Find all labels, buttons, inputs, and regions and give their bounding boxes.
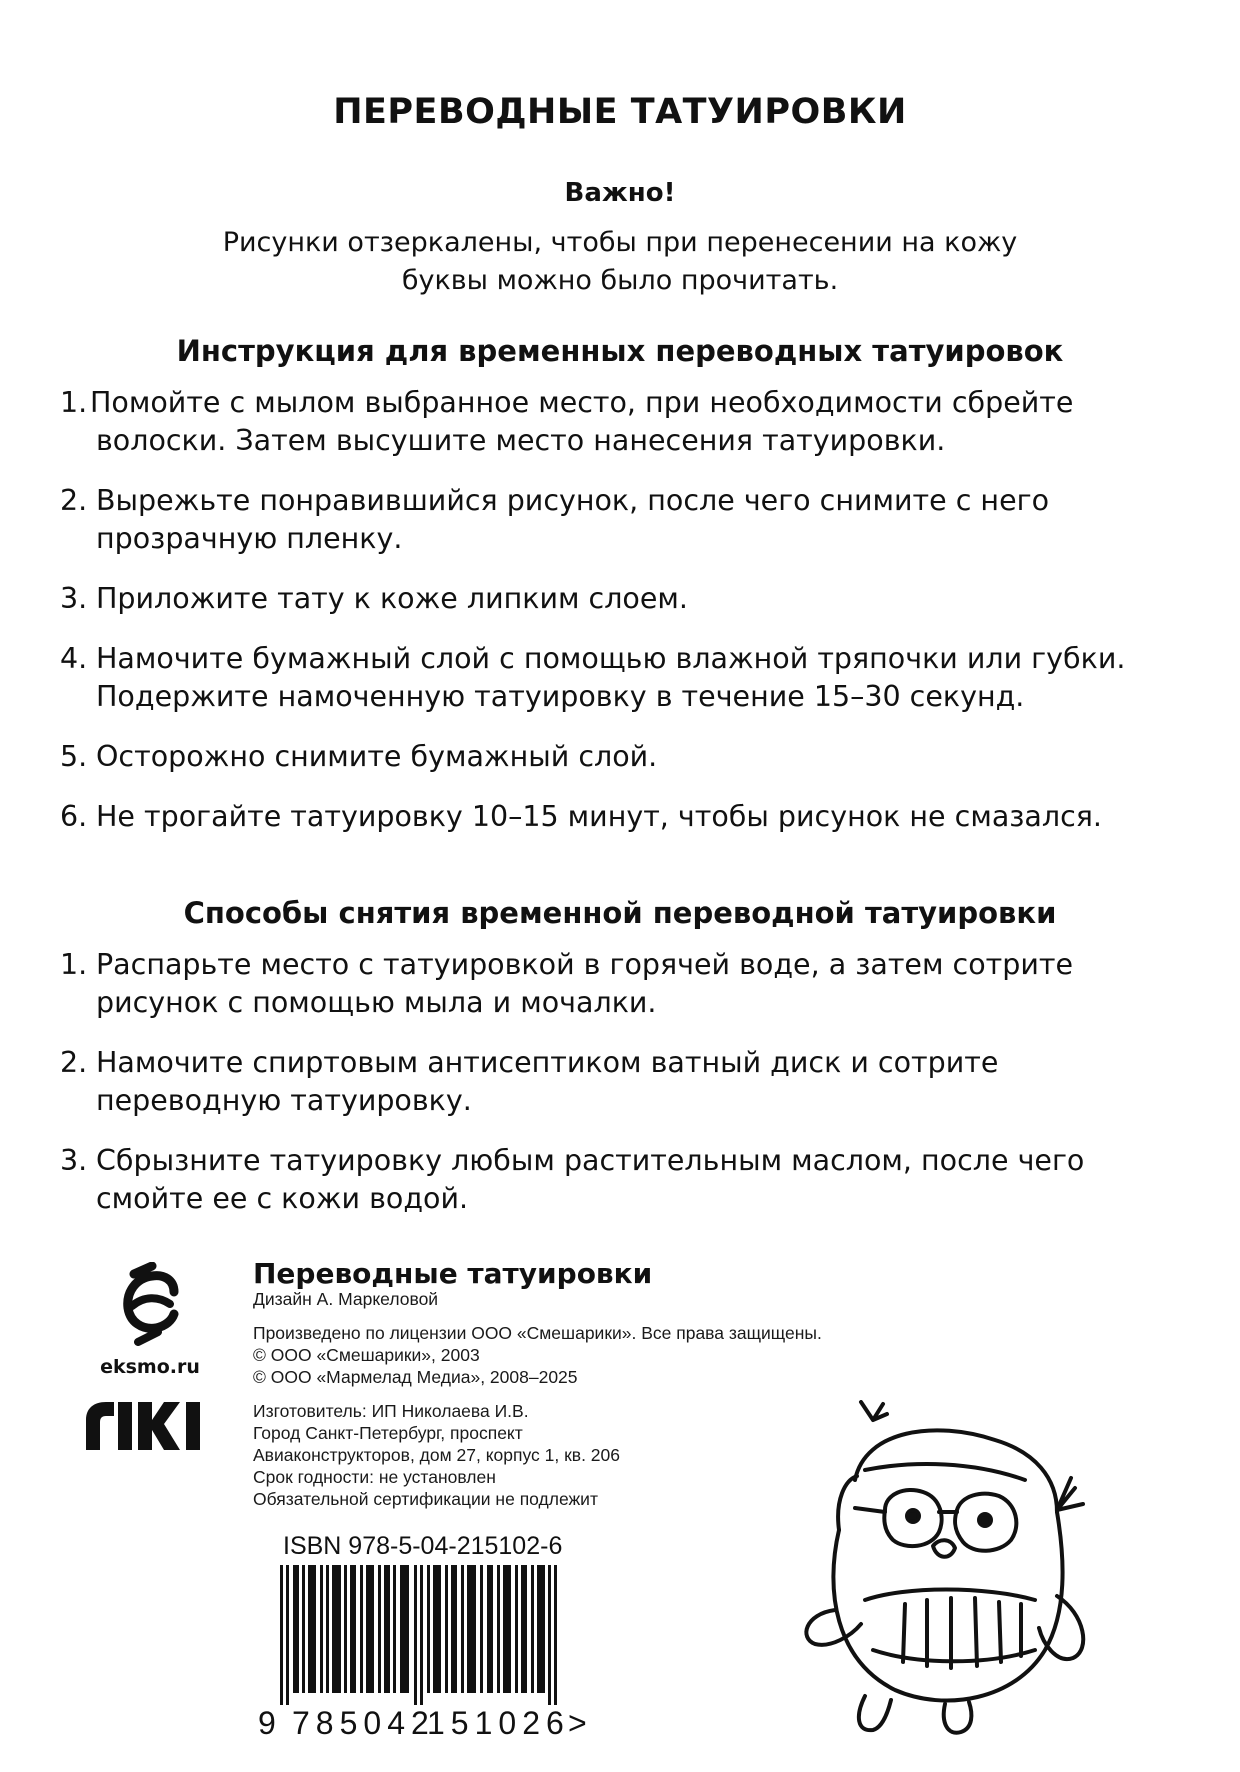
page-title: ПЕРЕВОДНЫЕ ТАТУИРОВКИ <box>333 92 907 132</box>
item-line-2: рисунок с помощью мыла и мочалки. <box>96 986 657 1019</box>
address-line-2: Авиаконструкторов, дом 27, корпус 1, кв. 206 <box>253 1445 620 1465</box>
barcode-digit-first: 9 <box>258 1705 276 1741</box>
item-number: 2. <box>60 484 88 517</box>
item-line-1: Намочите бумажный слой с помощью влажной тряпочки или губки. <box>96 642 1126 675</box>
riki-logo-icon <box>84 1400 210 1452</box>
list-item <box>60 482 1190 580</box>
list-item <box>60 580 1190 640</box>
item-number: 3. <box>60 1144 88 1177</box>
list-item <box>60 1044 1190 1142</box>
important-note-line-1: Рисунки отзеркалены, чтобы при перенесении на кожу <box>222 227 1018 258</box>
list-item <box>60 384 1190 482</box>
item-line-2: Подержите намоченную татуировку в течение 15–30 секунд. <box>96 680 1025 713</box>
item-line-1: Не трогайте татуировку 10–15 минут, чтобы рисунок не смазался. <box>96 800 1102 833</box>
item-number: 6. <box>60 800 88 833</box>
shelf-life-text: Срок годности: не установлен <box>253 1467 496 1487</box>
copyright-marmelad: © ООО «Мармелад Медиа», 2008–2025 <box>253 1367 578 1387</box>
important-heading: Важно! <box>564 178 676 208</box>
removal-list <box>60 946 1190 1240</box>
item-number: 3. <box>60 582 88 615</box>
item-line-1: Сбрызните татуировку любым растительным маслом, после чего <box>96 1144 1085 1177</box>
barcode-arrow: > <box>568 1705 587 1741</box>
barcode-digits-group-2: 151026 <box>427 1705 570 1741</box>
removal-heading: Способы снятия временной переводной татуировки <box>183 896 1057 930</box>
item-line-1: Распарьте место с татуировкой в горячей воде, а затем сотрите <box>96 948 1073 981</box>
item-line-2: смойте ее с кожи водой. <box>96 1182 469 1215</box>
eksmo-url: eksmo.ru <box>100 1356 200 1378</box>
item-number: 2. <box>60 1046 88 1079</box>
item-line-2: прозрачную пленку. <box>96 522 403 555</box>
item-line-1: Намочите спиртовым антисептиком ватный диск и сотрите <box>96 1046 999 1079</box>
list-item <box>60 738 1190 798</box>
list-item <box>60 798 1190 858</box>
item-line-2: переводную татуировку. <box>96 1084 472 1117</box>
design-credit: Дизайн А. Маркеловой <box>253 1289 439 1309</box>
license-text: Произведено по лицензии ООО «Смешарики». Все права защищены. <box>253 1323 822 1343</box>
book-title: Переводные татуировки <box>253 1257 653 1290</box>
important-note <box>0 224 1240 300</box>
important-note-line-2: буквы можно было прочитать. <box>401 265 839 296</box>
item-line-2: волоски. Затем высушите место нанесения татуировки. <box>96 424 946 457</box>
certification-text: Обязательной сертификации не подлежит <box>253 1489 598 1509</box>
sovunya-owl-character-icon <box>795 1400 1095 1740</box>
copyright-smeshariki: © ООО «Смешарики», 2003 <box>253 1345 480 1365</box>
item-line-1: Помойте с мылом выбранное место, при необходимости сбрейте <box>90 386 1074 419</box>
barcode-icon <box>280 1565 580 1705</box>
instructions-heading: Инструкция для временных переводных татуировок <box>176 334 1064 368</box>
item-number: 5. <box>60 740 88 773</box>
isbn-label: ISBN 978-5-04-215102-6 <box>283 1532 563 1560</box>
item-number: 1. <box>60 386 88 419</box>
barcode-digits-group-1: 785042 <box>292 1705 435 1741</box>
eksmo-e-logo-icon <box>108 1262 192 1346</box>
item-line-1: Приложите тату к коже липким слоем. <box>96 582 688 615</box>
address-line-1: Город Санкт-Петербург, проспект <box>253 1423 523 1443</box>
list-item <box>60 1142 1190 1240</box>
list-item <box>60 640 1190 738</box>
item-number: 1. <box>60 948 88 981</box>
item-number: 4. <box>60 642 88 675</box>
item-line-1: Вырежьте понравившийся рисунок, после чего снимите с него <box>96 484 1050 517</box>
instructions-list <box>60 384 1190 858</box>
maker-text: Изготовитель: ИП Николаева И.В. <box>253 1401 529 1421</box>
list-item <box>60 946 1190 1044</box>
item-line-1: Осторожно снимите бумажный слой. <box>96 740 658 773</box>
